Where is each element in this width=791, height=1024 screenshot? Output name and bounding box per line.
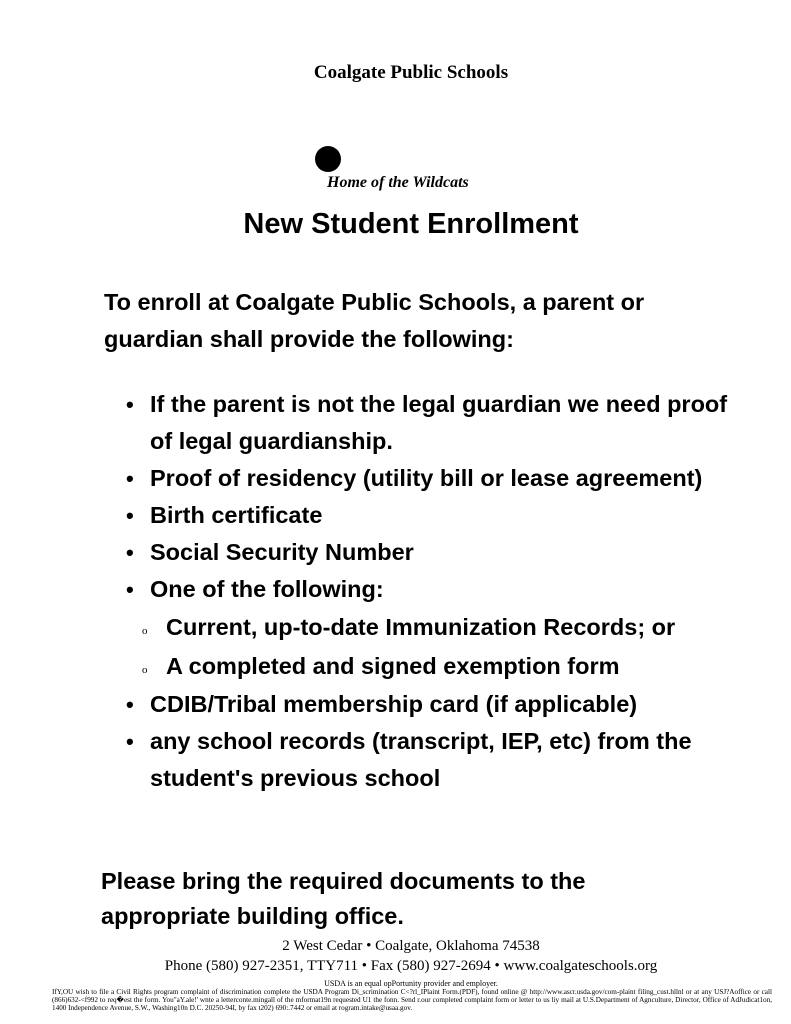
- bullet-icon: •: [126, 729, 134, 754]
- requirement-text: Social Security Number: [150, 539, 414, 565]
- page-title: New Student Enrollment: [243, 208, 579, 240]
- closing-paragraph: Please bring the required documents to the appropriate building office.: [101, 868, 586, 929]
- requirement-birth-certificate: [0, 497, 750, 534]
- requirement-legal-guardianship: [0, 386, 750, 460]
- requirements-list: [0, 386, 791, 797]
- bullet-icon: •: [126, 503, 134, 528]
- requirement-social-security: [0, 534, 750, 571]
- requirement-proof-of-residency: [0, 460, 750, 497]
- requirement-text: Proof of residency (utility bill or lease agreement): [150, 465, 703, 491]
- usda-statement: USDA is an equal opPortunity provider and employer.: [324, 979, 498, 988]
- requirement-text: any school records (transcript, IEP, etc) from the student's previous school: [150, 728, 692, 791]
- requirement-text: CDIB/Tribal membership card (if applicable): [150, 691, 638, 717]
- sub-requirement-text: Current, up-to-date Immunization Records; or: [166, 614, 676, 640]
- bullet-icon: •: [126, 577, 134, 602]
- requirement-text: If the parent is not the legal guardian we need proof of legal guardianship.: [150, 391, 728, 454]
- footer-contact: Phone (580) 927-2351, TTY711 • Fax (580) 927-2694 • www.coalgateschools.org: [164, 958, 658, 974]
- footer-address: 2 West Cedar • Coalgate, Oklahoma 74538: [282, 938, 540, 954]
- civil-rights-notice: IfY,OU wish to file a Civil Rights program complaint of discrimination complete the USDA Program Di_scrimination C<?rl_IPlaint Form.(PDF), found online @ http://www.ascr.usda.gov/com-plaint filing_cust.hllnl or at any USJ?Aoffice or call (866)632-<f992 to req�est the form. You"aY.ale!' wnte a letterconte.mingall of the mformat19n requested U1 the fonn. Send r.our completed complaint form or letter to us liy mail at U.S.Department of Agnculture, Director, Office of AdJudicat1on, 1400 Independence Avenue, S.W., Washing10n D.C. 20250-94I, by fax t202) 690:.7442 or email at rogram.intake@usaa.gov.: [52, 988, 772, 1012]
- requirement-one-of-following: [0, 571, 750, 608]
- requirement-text: One of the following:: [150, 576, 384, 602]
- sub-requirement-immunization: [0, 608, 766, 647]
- sub-bullet-icon: o: [142, 664, 148, 676]
- sub-requirement-text: A completed and signed exemption form: [166, 653, 620, 679]
- bullet-icon: •: [126, 692, 134, 717]
- requirement-cdib-card: [0, 686, 750, 723]
- bullet-icon: •: [126, 540, 134, 565]
- requirement-text: Birth certificate: [150, 502, 323, 528]
- bullet-icon: •: [126, 466, 134, 491]
- school-tagline: Home of the Wildcats: [327, 174, 469, 191]
- requirement-school-records: [0, 723, 750, 797]
- sub-bullet-icon: o: [142, 625, 148, 637]
- bullet-icon: •: [126, 392, 134, 417]
- wildcat-logo-dot: [315, 146, 341, 172]
- intro-paragraph: To enroll at Coalgate Public Schools, a parent or guardian shall provide the following:: [104, 289, 645, 352]
- sub-requirement-exemption: [0, 647, 766, 686]
- school-name-heading: Coalgate Public Schools: [313, 62, 509, 83]
